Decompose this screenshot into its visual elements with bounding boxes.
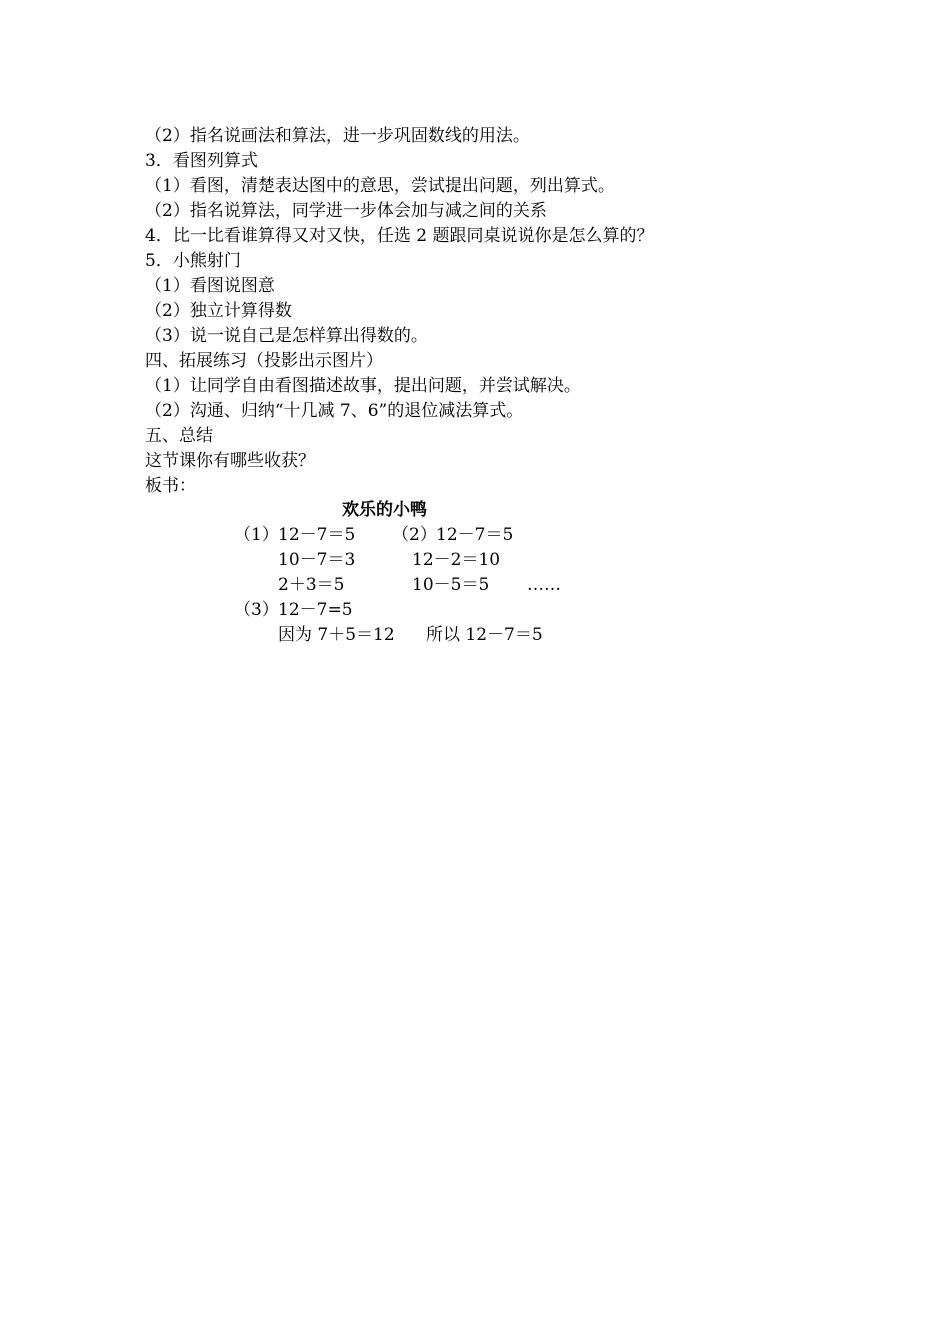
group-2-label: （2） [392, 525, 437, 545]
board-title: 欢乐的小鸭 [342, 500, 427, 520]
text-line: （2）沟通、归纳“十几减 7、6”的退位减法算式。 [145, 401, 524, 421]
group-2-equation: 12－2＝10 [412, 550, 501, 570]
group-3-because: 因为 7＋5＝12 [278, 625, 395, 645]
text-line: 这节课你有哪些收获？ [145, 451, 315, 471]
blackboard-notes [0, 523, 950, 653]
group-3-label: （3） [234, 600, 279, 620]
text-line: （3）说一说自己是怎样算出得数的。 [145, 326, 428, 346]
group-1-equation: 10－7＝3 [278, 550, 356, 570]
text-line: 板书： [145, 476, 196, 496]
group-2-equation: 10－5＝5 [412, 575, 490, 595]
text-line: （2）指名说算法，同学进一步体会加与减之间的关系 [145, 201, 547, 221]
text-line: （2）指名说画法和算法，进一步巩固数线的用法。 [145, 126, 530, 146]
lesson-text [145, 124, 825, 499]
group-1-equation: 12－7＝5 [278, 525, 356, 545]
group-3-equation: 12－7=5 [278, 600, 353, 620]
text-line: （1）看图，清楚表达图中的意思，尝试提出问题，列出算式。 [145, 176, 615, 196]
text-line: 5．小熊射门 [145, 251, 241, 271]
ellipsis: …… [527, 575, 561, 595]
text-line: 四、拓展练习（投影出示图片） [145, 351, 383, 371]
text-line: 4．比一比看谁算得又对又快，任选 2 题跟同桌说说你是怎么算的？ [145, 226, 654, 246]
group-3-so: 所以 12－7＝5 [426, 625, 543, 645]
text-line: （2）独立计算得数 [145, 301, 292, 321]
text-line: 五、总结 [145, 426, 213, 446]
text-line: 3．看图列算式 [145, 151, 258, 171]
group-1-equation: 2＋3＝5 [278, 575, 345, 595]
group-1-label: （1） [234, 525, 279, 545]
text-line: （1）让同学自由看图描述故事，提出问题，并尝试解决。 [145, 376, 581, 396]
group-2-equation: 12－7＝5 [436, 525, 514, 545]
text-line: （1）看图说图意 [145, 276, 275, 296]
